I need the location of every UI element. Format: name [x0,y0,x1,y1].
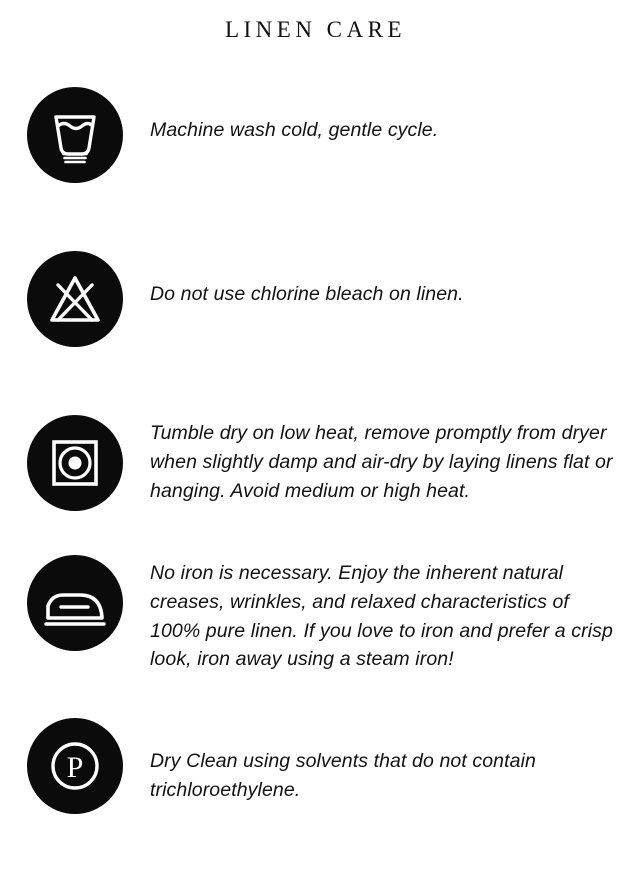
do-not-bleach-icon [27,251,123,347]
machine-wash-icon [27,87,123,183]
list-item [0,555,631,674]
instruction-text-container [150,555,631,674]
list-item [0,718,631,814]
iron-icon [27,555,123,651]
instruction-text-container [150,251,631,309]
instruction-text: Machine wash cold, gentle cycle. [150,119,439,142]
list-item [0,87,631,183]
instruction-text-container [150,415,631,505]
page-title: LINEN CARE [224,17,407,43]
svg-text:P: P [66,751,84,785]
instruction-text-container [150,87,631,145]
icon-container [0,555,150,651]
list-item [0,251,631,347]
care-instruction-list [0,87,631,814]
instruction-text: Tumble dry on low heat, remove promptly from dryer when slightly damp and air-dry by laying linens flat or hanging. Avoid medium or high heat. [150,422,613,502]
icon-container [0,251,150,347]
instruction-text: No iron is necessary. Enjoy the inherent natural creases, wrinkles, and relaxed characteristics of 100% pure linen. If you love to iron and prefer a crisp look, iron away using a steam iron! [150,562,613,671]
tumble-dry-low-icon [27,415,123,511]
instruction-text: Dry Clean using solvents that do not contain trichloroethylene. [150,750,536,801]
icon-container [0,415,150,511]
instruction-text: Do not use chlorine bleach on linen. [150,283,464,306]
list-item [0,415,631,511]
dry-clean-p-icon [27,718,123,814]
icon-container [0,718,150,814]
icon-container [0,87,150,183]
instruction-text-container [150,718,631,804]
linen-care-document [0,15,631,894]
